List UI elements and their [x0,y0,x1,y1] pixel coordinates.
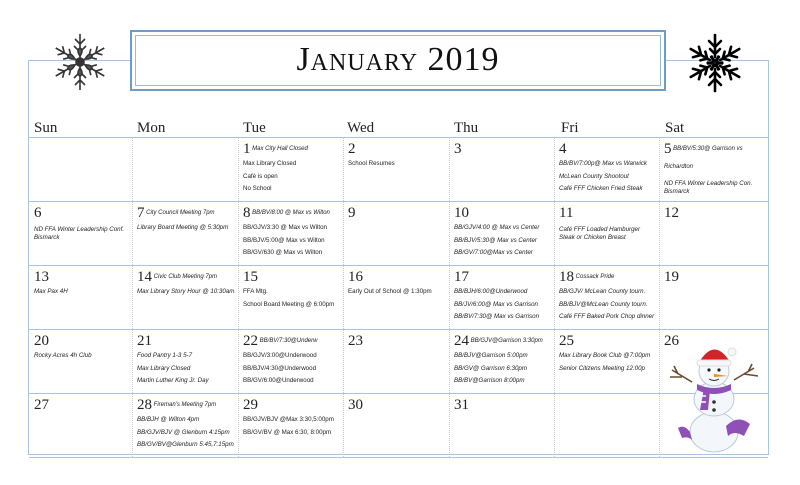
snowman-illustration [664,344,764,456]
day-cell-8[interactable] [238,201,343,265]
event-text: BB/BJV/5:30@ Max vs Center [454,236,537,244]
event-text: FFA Mtg. [243,288,268,295]
event-text: BB/GV/6:00@Underwood [243,377,314,384]
event-text: Max Pax 4H [34,288,68,295]
event-text: Civic Club Meeting 7pm [152,274,218,280]
event-text: Café is open [243,172,278,180]
event-text: BB/BV/7:30@ Max vs Garrison [454,313,540,320]
event-text: BB/BJV@Garrison 5:00pm [454,352,528,359]
day-number: 5 [664,141,672,157]
day-cell-28[interactable] [132,393,238,457]
day-cell-12[interactable] [659,201,768,265]
day-number: 1 [243,141,251,157]
event-text: Rocky Acres 4h Club [34,352,92,359]
day-cell-13[interactable] [29,265,132,329]
snowflake-right-icon [684,32,746,94]
event-text: ND FFA Winter Leadership Con. Bismarck [664,180,753,195]
title-box [130,30,666,91]
event-text: Max Library Closed [243,160,297,167]
day-number: 19 [664,269,679,285]
day-number: 29 [243,397,258,413]
day-cell-15[interactable] [238,265,343,329]
event-text: School Board Meeting @ 6:00pm [243,300,335,308]
day-number: 14 [137,269,152,285]
day-number: 18 [559,269,574,285]
day-number: 8 [243,205,251,221]
event-text: BB/GJV/3:00@Underwood [243,352,317,359]
weekday-mon: Mon [137,120,166,136]
day-cell-20[interactable] [29,329,132,393]
day-cell-24[interactable] [449,329,554,393]
weekday-sat: Sat [665,120,685,136]
event-text: BB/GV@ Garrison 6:30pm [454,364,527,372]
event-text: Food Pantry 1-3 5-7 [137,352,193,359]
day-cell-2[interactable] [343,137,449,201]
day-cell-27[interactable] [29,393,132,457]
event-text: BB/GV/BV @ Max 6:30, 8:00pm [243,428,332,436]
day-cell-11[interactable] [554,201,659,265]
event-text: Café FFF Chicken Fried Steak [559,185,643,192]
day-cell-25[interactable] [554,329,659,393]
weekday-wed: Wed [347,120,375,136]
event-text: BB/BJV@McLean County tourn. [559,300,648,308]
event-text: BB/GJV/ McLean County tourn. [559,288,646,295]
day-cell-9[interactable] [343,201,449,265]
event-text: Max Library Story Hour @ 10:30am [137,288,235,295]
event-text: Café FFF Loaded Hamburger Steak or Chicken Breast [559,226,641,241]
event-text: BB/GJV/BJV @ Glenburn 4:15pm [137,428,230,436]
day-cell-5[interactable] [659,137,768,201]
day-number: 23 [348,333,363,349]
event-text: BB/BV/8:00 @ Max vs Wilton [250,210,330,216]
day-number: 26 [664,333,679,349]
event-text: BB/BJV/4:30@Underwood [243,364,317,372]
day-number: 27 [34,397,49,413]
empty-day-cell[interactable] [132,137,238,201]
event-text: Martin Luther King Jr. Day [137,377,209,384]
event-text: BB/BV/7:00p@ Max vs Warwick [559,160,648,167]
weekday-thu: Thu [454,120,479,136]
day-number: 3 [454,141,462,157]
day-number: 6 [34,205,42,221]
event-text: Max Library Book Club @7:00pm [559,352,651,359]
day-number: 2 [348,141,356,157]
weekday-fri: Fri [561,120,579,136]
day-cell-4[interactable] [554,137,659,201]
empty-day-cell[interactable] [554,393,659,457]
event-text: BB/GV/7:00@Max vs Center [454,249,533,256]
day-number: 31 [454,397,469,413]
event-text: School Resumes [348,160,395,167]
event-text: BB/GV/630 @ Max vs Wilton [243,249,323,256]
day-cell-21[interactable] [132,329,238,393]
day-cell-31[interactable] [449,393,554,457]
event-text: Max City Hall Closed [250,146,308,152]
event-text: Early Out of School @ 1:30pm [348,288,432,295]
event-text: McLean County Shootout [559,172,629,180]
day-number: 11 [559,205,574,221]
day-number: 7 [137,205,145,221]
day-number: 17 [454,269,469,285]
day-number: 30 [348,397,363,413]
event-text: BB/GJV/3:30 @ Max vs Wilton [243,224,327,231]
event-text: BB/BJV/5:00@ Max vs Wilton [243,236,325,244]
event-text: BB/BJH/6:00@Underwood [454,288,528,295]
day-number: 4 [559,141,567,157]
event-text: Max Library Closed [137,364,191,372]
day-cell-3[interactable] [449,137,554,201]
event-text: City Council Meeting 7pm [144,210,215,216]
event-text: BB/BJH @ Wilton 4pm [137,416,200,423]
event-text: Cossack Pride [574,274,615,280]
day-cell-23[interactable] [343,329,449,393]
day-cell-22[interactable] [238,329,343,393]
day-number: 20 [34,333,49,349]
event-text: Café FFF Baked Pork Chop dinner [559,313,655,320]
day-cell-6[interactable] [29,201,132,265]
day-number: 24 [454,333,469,349]
day-number: 13 [34,269,49,285]
event-text: BB/JV/6:00@ Max vs Garrison [454,300,538,308]
day-cell-17[interactable] [449,265,554,329]
event-text: BB/BV/5:30@ Garrison vs Richardton [664,146,743,170]
day-number: 16 [348,269,363,285]
snowflake-left-icon [48,30,112,94]
calendar-grid [29,137,768,457]
day-number: 28 [137,397,152,413]
page-title: January 2019 [296,41,500,78]
day-number: 25 [559,333,574,349]
event-text: BB/GJV/BJV @Max 3:30,5:00pm [243,416,334,423]
day-cell-19[interactable] [659,265,768,329]
event-text: BB/GJV/4:00 @ Max vs Center [454,224,540,231]
day-cell-1[interactable] [238,137,343,201]
event-text: Senior Citizens Meeting 12:00p [559,364,645,372]
day-number: 9 [348,205,356,221]
day-cell-18[interactable] [554,265,659,329]
day-cell-10[interactable] [449,201,554,265]
day-cell-14[interactable] [132,265,238,329]
event-text: BB/GV/BV@Glenburn 5:45,7:15pm [137,441,234,448]
grid-row-line [29,457,768,458]
day-number: 15 [243,269,258,285]
event-text: No School [243,185,272,192]
day-number: 12 [664,205,679,221]
event-text: ND FFA Winter Leadership Conf. Bismarck [34,226,125,241]
empty-day-cell[interactable] [29,137,132,201]
event-text: Library Board Meeting @ 5:30pm [137,224,229,231]
day-number: 22 [243,333,258,349]
event-text: Fireman's Meeting 7pm [152,402,217,408]
weekday-sun: Sun [34,120,58,136]
day-cell-30[interactable] [343,393,449,457]
day-cell-16[interactable] [343,265,449,329]
day-cell-7[interactable] [132,201,238,265]
event-text: BB/BV@Garrison 8:00pm [454,377,525,384]
weekday-tue: Tue [243,120,266,136]
event-text: BB/BV/7:30@Underw [258,338,318,344]
event-text: BB/GJV@Garrison 3:30pm [469,338,543,344]
day-number: 10 [454,205,469,221]
day-cell-29[interactable] [238,393,343,457]
day-number: 21 [137,333,152,349]
